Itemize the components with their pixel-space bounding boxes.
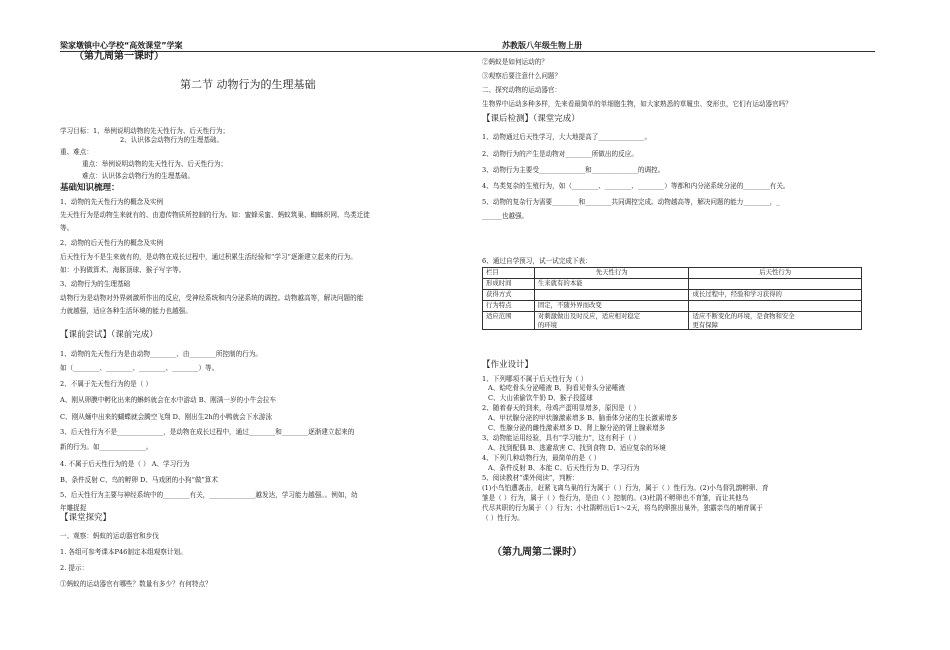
observe-line: 二、探究动物的运动器官：: [482, 86, 562, 94]
homework-line: C、性腺分泌的雌性激素增多 D、肾上腺分泌的肾上腺素增多: [488, 424, 666, 432]
observe-line: ③观察后要注意什么问题？: [482, 72, 562, 80]
cell-line: 对刺激做出及时反应，适应相对稳定: [537, 312, 641, 320]
table-cell: 形成时间: [483, 279, 535, 290]
cell-line: 更有保障: [692, 320, 719, 329]
check-1: 1、动物通过后天性学习，大大地提高了______________。: [482, 133, 652, 141]
homework-line: (1)小鸟怕遭袭击，赶紧飞离鸟巢的行为属于（ ）行为，属于（ ）性行为。(2)小鸟督乳鹊孵卵、育: [482, 484, 769, 492]
basic-line: 如：小狗做算术、海豚顶球、猴子写字等。: [60, 266, 186, 274]
table-cell: 成长过程中，经验和学习获得的: [689, 290, 862, 301]
check-5: 5、动物的复杂行为需要________和________共同调控完成。动物越高等，解决问题的能力________，_: [482, 198, 780, 206]
table-row: [483, 268, 862, 279]
section-title: 第二节 动物行为的生理基础: [180, 78, 316, 91]
table-cell: 获得方式: [483, 290, 535, 301]
table-cell: 后天性行为: [689, 268, 862, 279]
question-1-examples: 如（________、________、________、________）等。: [60, 364, 219, 372]
key-point: 重点：举例说明动物的先天性行为、后天性行为；: [82, 160, 228, 168]
basic-line: 1、动物的先天性行为的概念及实例: [60, 198, 164, 206]
question-2: 2、不属于先天性行为的是（ ）: [60, 380, 153, 388]
question-1: 1、动物的先天性行为是由动物________、由________所控制的行为。: [60, 350, 263, 358]
observe-line: ②蚂蚁是如何运动的？: [482, 58, 548, 66]
week-2-title: （第九周第二课时）: [492, 547, 582, 558]
homework-line: 1、下列哪项不属于后天性行为（ ）: [482, 375, 588, 383]
homework-line: 5、阅读教材“课外阅读”，判断：: [482, 474, 579, 482]
homework-line: C、大山雀偷饮牛奶 D、猴子投篮球: [488, 394, 593, 402]
basic-title: 基础知识梳理：: [60, 183, 120, 193]
homework-line: 代尽其职的行为属于（ ）行为；小杜鹃孵出后1～2天，将鸟的卵推出巢外，独霸亲鸟的哺育属于: [482, 504, 763, 512]
week-title: （第九周第一课时）: [74, 51, 164, 62]
table-cell: [689, 301, 862, 312]
table-row: [483, 312, 862, 330]
explore-line: 2. 提示：: [60, 564, 89, 572]
question-4-options: B、条件反射 C、鸟的孵卵 D、马戏团的小狗“做”算术: [60, 476, 218, 484]
basic-line: 3、动物行为的生理基础: [60, 280, 131, 288]
post-class-title: 【课后检测】（课堂完成）: [482, 114, 580, 124]
header-left: 梁家墩镇中心学校“高效课堂”学案: [60, 41, 183, 50]
homework-line: A、蛤吃骨头分泌唾液 B、狗看见骨头分泌唾液: [488, 384, 625, 392]
basic-line: 动物行为是动物对外界刺激所作出的反应，受神经系统和内分泌系统的调控。动物越高等，解决问题的能: [60, 294, 364, 302]
table-row: [483, 301, 862, 312]
homework-line: A、找到配偶 B、逃避敌害 C、找到食物 D、适应复杂的环境: [488, 444, 666, 452]
goals-line-2: 2、认识体会动物行为的生理基础。: [120, 136, 224, 144]
homework-line: 4、下列几种动物行为，最简单的是（ ）: [482, 454, 601, 462]
check-6: 6、通过自学预习，试一试完成下表：: [482, 257, 592, 265]
question-3-cont: 新的行为。如______________。: [60, 443, 153, 451]
table-cell: [689, 279, 862, 290]
header-divider: [60, 51, 875, 52]
table-cell: [534, 290, 689, 301]
goals-line-1: 学习目标：1、举例说明动物的先天性行为、后天性行为；: [60, 127, 230, 135]
check-4: 4、鸟类复杂的生殖行为，如（________、________、________）等都和内分泌系统分泌的________有关。: [482, 182, 790, 190]
check-3: 3、动物行为主要受______________和______________的调控。: [482, 166, 665, 174]
table-row: [483, 279, 862, 290]
homework-line: A、条件反射 B、本能 C、后天性行为 D、学习行为: [488, 464, 640, 472]
table-row: [483, 290, 862, 301]
behavior-table: [482, 267, 862, 330]
basic-line: 后天性行为不是生来就有的，是动物在成长过程中，通过积累生活经验和“学习”逐渐建立起来的行为。: [60, 253, 357, 261]
table-cell: [534, 312, 689, 330]
basic-line: 先天性行为是动物生来就有的、由遗传物质所控制的行为。如：蜜蜂采蜜、蚂蚁筑巢、蜘蛛织网、鸟类迁徙: [60, 211, 370, 219]
explore-line: 一、观察：蚂蚁的运动器官和步伐: [60, 532, 159, 540]
observe-line: 生物界中运动多种多样，先来看最简单的单细胞生物，如大家熟悉的草履虫、变形虫，它们有运动器官吗？: [482, 100, 792, 108]
question-2-options-ab: A、刚从卵膜中孵化出来的蝌蚪就会在水中游动 B、刚满一岁的小牛会拉车: [60, 396, 277, 404]
basic-line: 力就越强，适应各种生活环境的能力也越强。: [60, 307, 192, 315]
question-3: 3、后天性行为不是______________，是动物在成长过程中，通过________和________逐渐建立起来的: [60, 428, 355, 436]
homework-line: 雏是（ ）行为，属于（ ）性行为，是由（ ）控制的。(3)杜鹃不孵卵也不育雏，而让其他鸟: [482, 494, 749, 502]
homework-line: A、甲状腺分泌的甲状腺激素增多 B、脑垂体分泌的生长激素增多: [488, 414, 678, 422]
explore-line: ①蚂蚁的运动器官有哪些？数量有多少？有何特点？: [60, 580, 212, 588]
difficulty-label: 重、难点：: [60, 148, 93, 156]
homework-line: （ ）性行为。: [482, 514, 524, 522]
question-5-cont: 年雕捉捉: [60, 504, 87, 512]
basic-line: 2、动物的后天性行为的概念及实例: [60, 239, 164, 247]
homework-line: 2、随着春天的到来，母鸡产蛋明显增多，原因是（ ）: [482, 404, 640, 412]
table-cell: 生来就有的本能: [534, 279, 689, 290]
table-cell: 适应范围: [483, 312, 535, 330]
table-cell: 固定，不随外界而改变: [534, 301, 689, 312]
table-cell: 栏目: [483, 268, 535, 279]
header-right: 苏教版八年级生物上册: [502, 41, 582, 50]
pre-class-title: 【课前尝试】（课前完成）: [60, 330, 158, 340]
basic-line: 等。: [60, 224, 74, 232]
table-cell: 先天性行为: [534, 268, 689, 279]
question-2-options-cd: C、刚从蛹中出来的蝴蝶就会腾空飞翔 D、刚出生2h的小鸭就会下水游泳: [60, 413, 273, 421]
check-2: 2、动物行为的产生是动物对________所做出的反应。: [482, 150, 638, 158]
table-cell: [689, 312, 862, 330]
class-explore-title: 【课堂探究】: [60, 513, 112, 523]
cell-line: 适应不断变化的环境，是食物和安全: [692, 312, 795, 320]
question-5: 5、后天性行为主要与神经系统中的________有关，______________越发达，学习能力越强。。例如，幼: [60, 491, 358, 499]
homework-line: 3、动物能运用经验，具有“学习能力”，这有利于（ ）: [482, 434, 641, 442]
difficult-point: 难点：认识体会动物行为的生理基础。: [82, 172, 195, 180]
cell-line: 的环境: [537, 320, 558, 329]
homework-title: 【作业设计】: [482, 360, 534, 370]
check-5-cont: ______也越强。: [482, 212, 529, 220]
table-cell: 行为特点: [483, 301, 535, 312]
question-4: 4. 不属于后天性行为的是（ ） A、学习行为: [60, 460, 190, 468]
explore-line: 1. 各组可参考课本P46制定本组观察计划。: [60, 548, 187, 556]
